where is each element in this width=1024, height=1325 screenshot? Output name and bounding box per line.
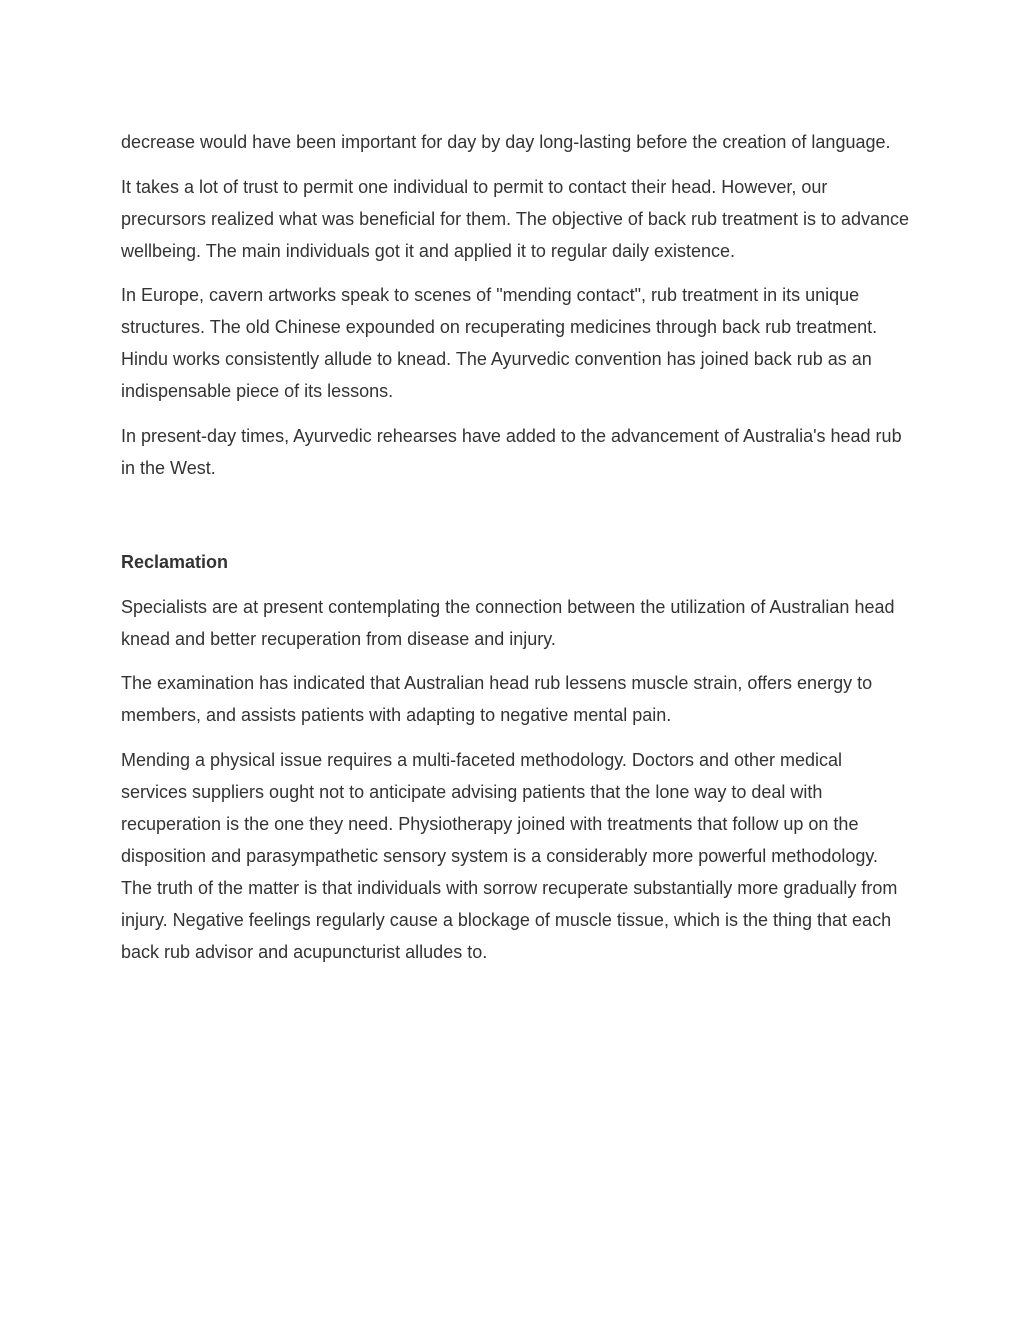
paragraph: decrease would have been important for day by day long-lasting before the creation of language. [121, 132, 891, 152]
document-page [121, 126, 911, 980]
paragraph: Mending a physical issue requires a multi-faceted methodology. Doctors and other medical services suppliers ought not to anticipate advising patients that the lone way to deal with recuperation is the one they need. Physiotherapy joined with treatments that follow up on the disposition and parasympathetic sensory system is a considerably more powerful methodology. The truth of the matter is that individuals with sorrow recuperate substantially more gradually from injury. Negative feelings regularly cause a blockage of muscle tissue, which is the thing that each back rub advisor and acupuncturist alludes to. [121, 749, 898, 962]
paragraph: It takes a lot of trust to permit one individual to permit to contact their head. However, our precursors realized what was beneficial for them. The objective of back rub treatment is to advance wellbeing. The main individuals got it and applied it to regular daily existence. [121, 176, 910, 261]
paragraph: In present-day times, Ayurvedic rehearses have added to the advancement of Australia's head rub in the West. [121, 425, 902, 478]
section-heading: Reclamation [121, 552, 229, 572]
paragraph: Specialists are at present contemplating the connection between the utilization of Australian head knead and better recuperation from disease and injury. [121, 596, 895, 649]
paragraph: In Europe, cavern artworks speak to scenes of "mending contact", rub treatment in its unique structures. The old Chinese expounded on recuperating medicines through back rub treatment. Hindu works consistently allude to knead. The Ayurvedic convention has joined back rub as an indispensable piece of its lessons. [121, 285, 878, 401]
section-spacer [121, 496, 911, 546]
paragraph: The examination has indicated that Australian head rub lessens muscle strain, offers energy to members, and assists patients with adapting to negative mental pain. [121, 673, 873, 725]
